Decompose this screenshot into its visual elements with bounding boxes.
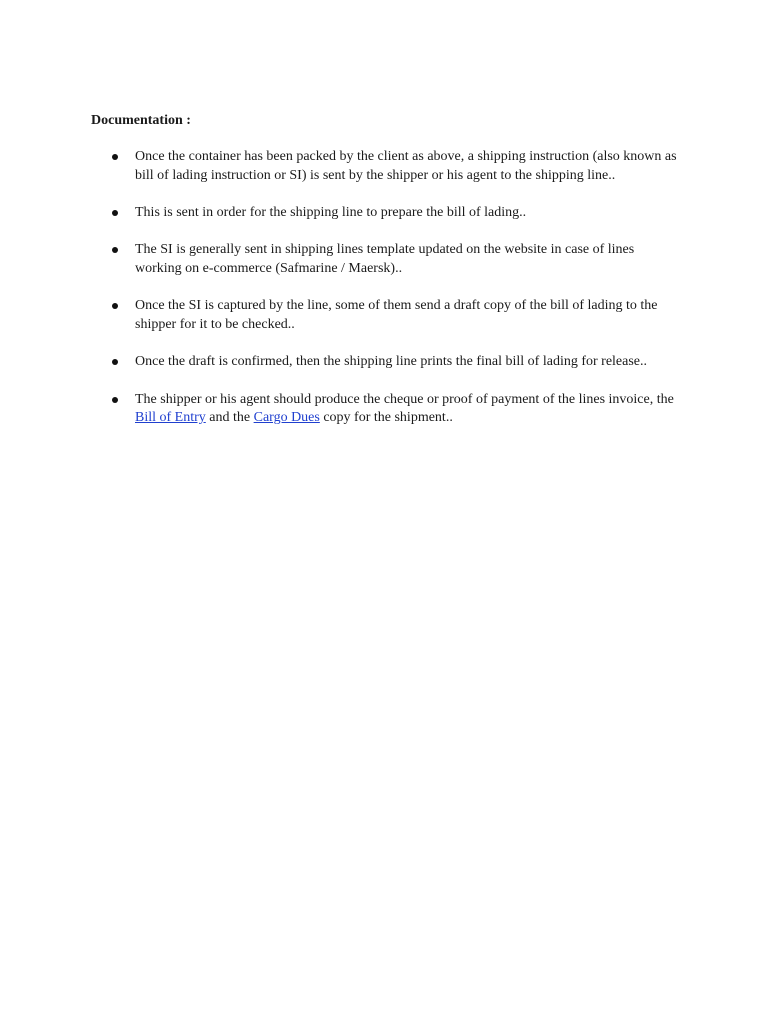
bullet-text: The SI is generally sent in shipping lines template updated on the website in case of lines working on e-commerce (Safmarine / Maersk).. — [135, 242, 635, 276]
bullet-item — [0, 241, 768, 279]
bullet-item — [0, 391, 768, 429]
section-heading: Documentation : — [91, 113, 191, 128]
bullet-text: This is sent in order for the shipping line to prepare the bill of lading.. — [135, 205, 527, 220]
bullet-text: Once the draft is confirmed, then the shipping line prints the final bill of lading for release.. — [135, 354, 648, 370]
bullet-icon — [112, 303, 118, 309]
bullet-icon — [112, 359, 118, 365]
bullet-item — [0, 297, 768, 335]
bullet-text: Once the SI is captured by the line, some of them send a draft copy of the bill of lading to the shipper for it to be checked.. — [135, 298, 658, 332]
cargo-dues-link[interactable]: Cargo Dues — [253, 410, 320, 426]
bullet-item — [0, 204, 768, 223]
bill-of-entry-link[interactable]: Bill of Entry — [135, 410, 206, 426]
bullet-text-before: The shipper or his agent should produce the cheque or proof of payment of the lines invoice, the — [135, 391, 674, 407]
bullet-item — [0, 353, 768, 372]
bullet-text-middle: and the — [205, 410, 254, 426]
bullet-item — [0, 148, 768, 186]
bullet-icon — [112, 247, 118, 253]
bullet-icon — [112, 154, 118, 160]
bullet-icon — [112, 210, 118, 216]
bullet-list — [0, 148, 768, 447]
bullet-text-after: copy for the shipment.. — [319, 410, 453, 426]
bullet-text: Once the container has been packed by the client as above, a shipping instruction (also known as bill of lading instruction or SI) is sent by the shipper or his agent to the shipping line.. — [135, 149, 677, 183]
bullet-icon — [112, 397, 118, 403]
